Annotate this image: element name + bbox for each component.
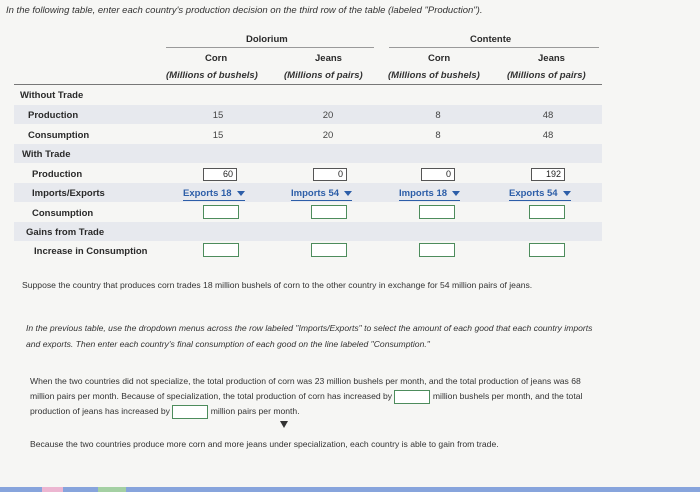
- specialization-text-part: million bushels per month, and the total: [432, 391, 583, 401]
- dropdown-value: Exports 18: [183, 188, 232, 199]
- trade-scenario-text: Suppose the country that produces corn trades 18 million bushels of corn to the other country in exchange for 54 million pairs of jeans.: [22, 280, 533, 290]
- trade-consumption-jeans-contente-input[interactable]: [529, 205, 565, 219]
- trade-consumption-corn-contente-input[interactable]: [419, 205, 455, 219]
- chevron-down-icon: [563, 191, 571, 196]
- col-header-jeans-1: Jeans: [315, 53, 342, 64]
- trade-consumption-jeans-dolorium-input[interactable]: [311, 205, 347, 219]
- chevron-down-icon: [344, 191, 352, 196]
- jeans-increase-input[interactable]: [172, 405, 208, 419]
- trade-production-jeans-contente-input[interactable]: 192: [531, 168, 565, 181]
- trade-production-corn-dolorium-input[interactable]: 60: [203, 168, 237, 181]
- consumption-corn-dolorium: 15: [212, 130, 224, 141]
- country-header-contente: Contente: [470, 34, 512, 45]
- specialization-text-part: million pairs per month.: [210, 406, 300, 416]
- consumption-corn-contente: 8: [435, 130, 441, 141]
- increase-corn-contente-input[interactable]: [419, 243, 455, 257]
- production-corn-dolorium: 15: [212, 110, 224, 121]
- production-jeans-dolorium: 20: [322, 110, 334, 121]
- specialization-text-line2: [30, 389, 582, 404]
- row-label-consumption-trade: Consumption: [32, 208, 94, 219]
- country-header-dolorium: Dolorium: [246, 34, 288, 45]
- row-label-with-trade: With Trade: [22, 149, 71, 160]
- dropdown-value: Exports 54: [509, 188, 558, 199]
- col-header-corn-2: Corn: [428, 53, 451, 64]
- col-header-jeans-2: Jeans: [538, 53, 565, 64]
- trade-consumption-corn-dolorium-input[interactable]: [203, 205, 239, 219]
- specialization-text-part: production of jeans has increased by: [30, 406, 170, 416]
- imports-exports-dropdown-jeans-dolorium[interactable]: [291, 188, 352, 201]
- row-label-consumption: Consumption: [28, 130, 90, 141]
- row-label-production-trade: Production: [32, 169, 83, 180]
- consumption-jeans-contente: 48: [542, 130, 554, 141]
- row-band-with-trade: [14, 144, 602, 163]
- trade-production-corn-contente-input[interactable]: 0: [421, 168, 455, 181]
- production-corn-contente: 8: [435, 110, 441, 121]
- specialization-text-line1: When the two countries did not specialize, the total production of corn was 23 million bushels per month, and the total production of jeans was 68: [30, 376, 581, 386]
- chevron-down-icon: [237, 191, 245, 196]
- specialization-text-part: million pairs per month. Because of specialization, the total production of corn has increased by: [30, 391, 393, 401]
- production-jeans-contente: 48: [542, 110, 554, 121]
- dropdown-instructions-line2: and exports. Then enter each country's final consumption of each good on the line labeled "Consumption.": [26, 339, 430, 349]
- specialization-text-line3: [30, 404, 300, 419]
- imports-exports-dropdown-jeans-contente[interactable]: [509, 188, 571, 201]
- increase-jeans-contente-input[interactable]: [529, 243, 565, 257]
- dropdown-instructions-line1: In the previous table, use the dropdown menus across the row labeled "Imports/Exports" to select the amount of each good that each country imports: [26, 323, 593, 333]
- table-header-rule: [14, 84, 602, 85]
- row-label-without-trade: Without Trade: [20, 90, 84, 101]
- imports-exports-dropdown-corn-contente[interactable]: [399, 188, 460, 201]
- unit-label-corn-2: (Millions of bushels): [388, 70, 480, 81]
- dropdown-value: Imports 18: [399, 188, 448, 199]
- header-divider-contente: [389, 47, 599, 48]
- window-taskbar-strip: [0, 487, 700, 492]
- instructions-text: In the following table, enter each country's production decision on the third row of the table (labeled "Production").: [6, 5, 483, 16]
- header-divider-dolorium: [166, 47, 374, 48]
- row-label-gains: Gains from Trade: [26, 227, 105, 238]
- imports-exports-dropdown-corn-dolorium[interactable]: [183, 188, 245, 201]
- unit-label-corn-1: (Millions of bushels): [166, 70, 258, 81]
- corn-increase-input[interactable]: [394, 390, 430, 404]
- unit-label-jeans-1: (Millions of pairs): [284, 70, 363, 81]
- dropdown-value: Imports 54: [291, 188, 340, 199]
- mouse-cursor-icon: [280, 421, 288, 428]
- trade-production-jeans-dolorium-input[interactable]: 0: [313, 168, 347, 181]
- row-label-imports-exports: Imports/Exports: [32, 188, 105, 199]
- increase-jeans-dolorium-input[interactable]: [311, 243, 347, 257]
- col-header-corn-1: Corn: [205, 53, 228, 64]
- unit-label-jeans-2: (Millions of pairs): [507, 70, 586, 81]
- gain-conclusion-text: Because the two countries produce more corn and more jeans under specialization, each country is able to gain from trade.: [30, 439, 499, 449]
- row-label-increase: Increase in Consumption: [34, 246, 148, 257]
- chevron-down-icon: [452, 191, 460, 196]
- consumption-jeans-dolorium: 20: [322, 130, 334, 141]
- increase-corn-dolorium-input[interactable]: [203, 243, 239, 257]
- row-label-production: Production: [28, 110, 79, 121]
